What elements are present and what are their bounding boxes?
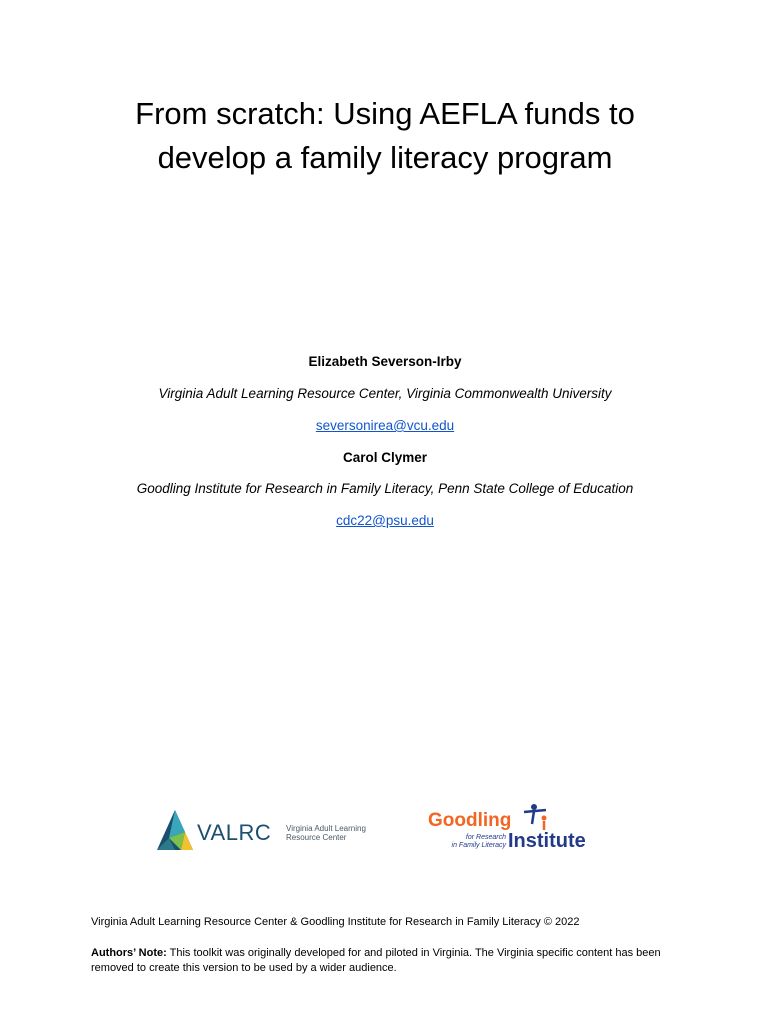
author-email-2-row	[0, 513, 770, 528]
authors-note-label: Authors’ Note:	[91, 947, 167, 959]
goodling-logo	[428, 802, 618, 854]
valrc-subtitle	[286, 824, 366, 842]
logo-row	[0, 800, 770, 860]
valrc-subtitle-line-1: Virginia Adult Learning	[286, 824, 366, 833]
author-email-link-2[interactable]: cdc22@psu.edu	[336, 513, 434, 528]
document-title	[0, 92, 770, 180]
valrc-subtitle-line-2: Resource Center	[286, 833, 347, 842]
goodling-institute-wordmark: Institute	[508, 830, 586, 852]
author-name-2: Carol Clymer	[342, 450, 428, 465]
copyright-line: Virginia Adult Learning Resource Center & Goodling Institute for Research in Family Literacy © 2022	[91, 916, 580, 928]
valrc-wordmark: VALRC	[197, 820, 272, 845]
goodling-wordmark: Goodling	[428, 810, 512, 831]
author-email-1-row	[0, 418, 770, 433]
goodling-subtitle	[450, 834, 506, 850]
authors-note-text: This toolkit was originally developed for and piloted in Virginia. The Virginia specific content has been removed to create this version to be used by a wider audience.	[91, 947, 661, 974]
author-email-link-1[interactable]: seversonirea@vcu.edu	[315, 418, 455, 433]
goodling-subtitle-line-2: in Family Literacy	[451, 842, 506, 849]
author-affiliation-2: Goodling Institute for Research in Family Literacy, Penn State College of Education	[136, 481, 634, 496]
valrc-triangle-icon	[155, 808, 195, 852]
title-line-2: develop a family literacy program	[157, 140, 613, 175]
goodling-subtitle-line-1: for Research	[465, 834, 506, 841]
authors-note	[91, 946, 691, 976]
author-affiliation-1: Virginia Adult Learning Resource Center, Virginia Commonwealth University	[158, 386, 612, 401]
author-name-1: Elizabeth Severson-Irby	[308, 354, 462, 369]
goodling-figures-icon	[520, 802, 560, 832]
valrc-logo	[155, 808, 395, 852]
title-line-1: From scratch: Using AEFLA funds to	[135, 96, 635, 131]
